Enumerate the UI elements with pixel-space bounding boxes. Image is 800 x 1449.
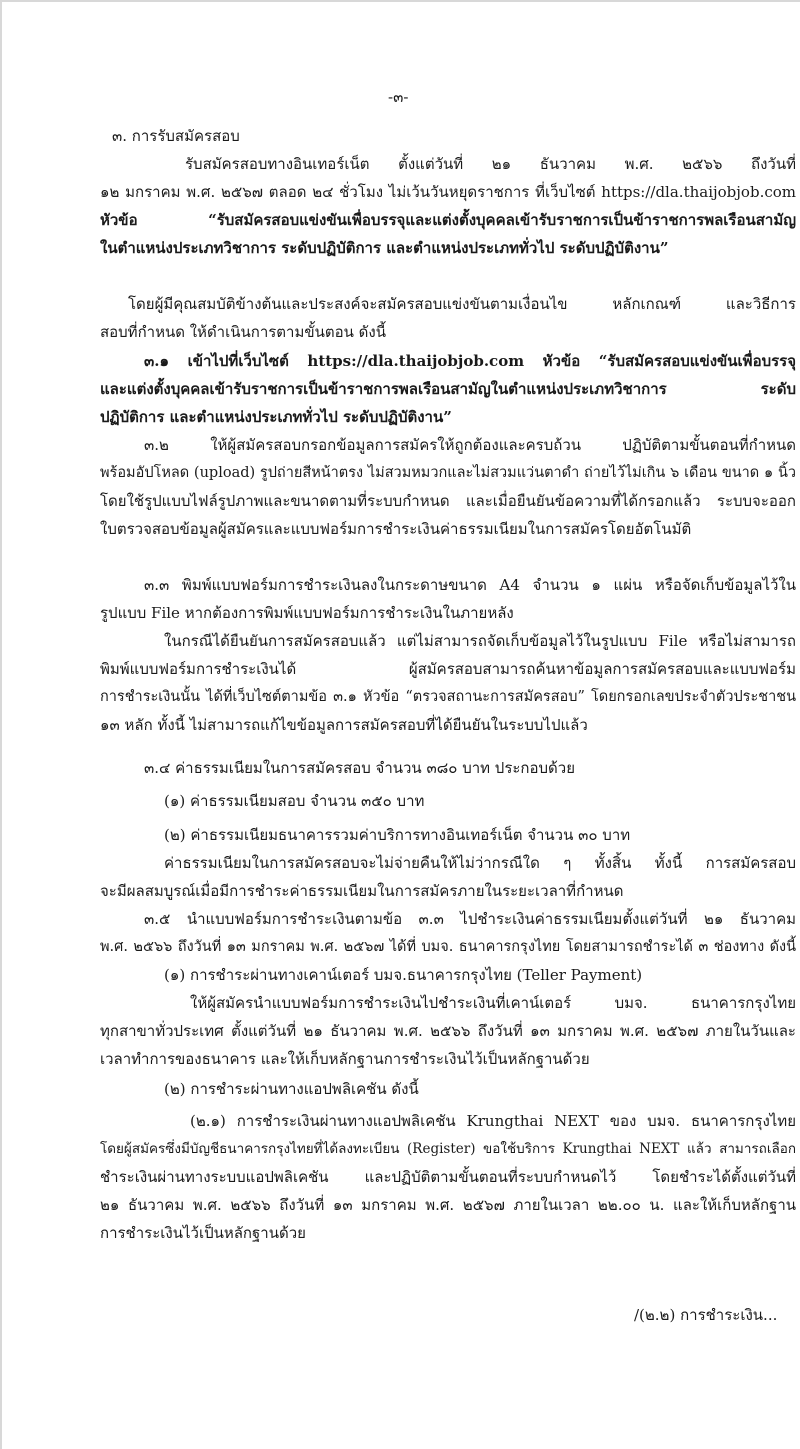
paragraph-line: โดยผู้สมัครซึ่งมีบัญชีธนาคารกรุงไทยที่ได้ลงทะเบียน (Register) ขอใช้บริการ Krungthai NEXT แล้ว สามารถเลือก — [100, 1141, 796, 1157]
paragraph-line: (๑) การชำระผ่านทางเคาน์เตอร์ บมจ.ธนาคารกรุงไทย (Teller Payment) — [164, 966, 643, 984]
paragraph-line: ๑๓ หลัก ทั้งนี้ ไม่สามารถแก้ไขข้อมูลการสมัครสอบที่ได้ยืนยันในระบบไปแล้ว — [100, 716, 588, 734]
paragraph-line: (๒) การชำระผ่านทางแอปพลิเคชัน ดังนี้ — [164, 1080, 419, 1098]
paragraph-line: รูปแบบ File หากต้องการพิมพ์แบบฟอร์มการชำระเงินในภายหลัง — [100, 604, 514, 622]
paragraph-line: ค่าธรรมเนียมในการสมัครสอบจะไม่จ่ายคืนให้ไม่ว่ากรณีใด ๆ ทั้งสิ้น ทั้งนี้ การสมัครสอบ — [164, 854, 796, 872]
paragraph-line: ๑๒ มกราคม พ.ศ. ๒๕๖๗ ตลอด ๒๔ ชั่วโมง ไม่เว้นวันหยุดราชการ ที่เว็บไซต์ https://dla.thaijobjob.com — [100, 183, 796, 201]
paragraph-line: การชำระเงินไว้เป็นหลักฐานด้วย — [100, 1224, 306, 1242]
paragraph-line: ใบตรวจสอบข้อมูลผู้สมัครและแบบฟอร์มการชำระเงินค่าธรรมเนียมในการสมัครโดยอัตโนมัติ — [100, 520, 692, 538]
paragraph-line: (๒.๑) การชำระเงินผ่านทางแอปพลิเคชัน Krungthai NEXT ของ บมจ. ธนาคารกรุงไทย — [190, 1112, 796, 1130]
paragraph-line: ในตำแหน่งประเภทวิชาการ ระดับปฏิบัติการ และตำแหน่งประเภททั่วไป ระดับปฏิบัติงาน” — [100, 239, 669, 257]
paragraph-line: ชำระเงินผ่านทางระบบแอปพลิเคชัน และปฏิบัติตามขั้นตอนที่ระบบกำหนดไว้ โดยชำระได้ตั้งแต่วันที่ — [100, 1168, 796, 1186]
paragraph-line: ๓.๓ พิมพ์แบบฟอร์มการชำระเงินลงในกระดาษขนาด A4 จำนวน ๑ แผ่น หรือจัดเก็บข้อมูลไว้ใน — [144, 576, 796, 594]
paragraph-line: รับสมัครสอบทางอินเทอร์เน็ต ตั้งแต่วันที่ ๒๑ ธันวาคม พ.ศ. ๒๕๖๖ ถึงวันที่ — [185, 155, 796, 173]
left-edge-shadow — [0, 0, 2, 1449]
paragraph-line: ปฏิบัติการ และตำแหน่งประเภททั่วไป ระดับปฏิบัติงาน” — [100, 408, 452, 426]
paragraph-line: พิมพ์แบบฟอร์มการชำระเงินได้ ผู้สมัครสอบสามารถค้นหาข้อมูลการสมัครสอบและแบบฟอร์ม — [100, 660, 796, 678]
paragraph-line: ๒๑ ธันวาคม พ.ศ. ๒๕๖๖ ถึงวันที่ ๑๓ มกราคม พ.ศ. ๒๕๖๗ ภายในเวลา ๒๒.๐๐ น. และให้เก็บหลักฐาน — [100, 1196, 796, 1214]
paragraph-line: (๑) ค่าธรรมเนียมสอบ จำนวน ๓๕๐ บาท — [164, 792, 425, 810]
top-edge-shadow — [0, 0, 800, 2]
paragraph-line: ๓.๒ ให้ผู้สมัครสอบกรอกข้อมูลการสมัครให้ถูกต้องและครบถ้วน ปฏิบัติตามขั้นตอนที่กำหนด — [144, 436, 796, 454]
section-heading: ๓. การรับสมัครสอบ — [112, 127, 240, 145]
page-number: -๓- — [388, 88, 409, 106]
paragraph-line: พ.ศ. ๒๕๖๖ ถึงวันที่ ๑๓ มกราคม พ.ศ. ๒๕๖๗ ได้ที่ บมจ. ธนาคารกรุงไทย โดยสามารถชำระได้ ๓ ช่องทาง ดังนี้ — [100, 939, 796, 955]
paragraph-line: ๓.๑ เข้าไปที่เว็บไซต์ https://dla.thaijobjob.com หัวข้อ “รับสมัครสอบแข่งขันเพื่อบรรจุ — [144, 352, 796, 370]
paragraph-line: (๒) ค่าธรรมเนียมธนาคารรวมค่าบริการทางอินเทอร์เน็ต จำนวน ๓๐ บาท — [164, 826, 631, 844]
paragraph-line: โดยใช้รูปแบบไฟล์รูปภาพและขนาดตามที่ระบบกำหนด และเมื่อยืนยันข้อความที่ได้กรอกแล้ว ระบบจะออก — [100, 492, 796, 510]
paragraph-line: พร้อมอัปโหลด (upload) รูปถ่ายสีหน้าตรง ไม่สวมหมวกและไม่สวมแว่นตาดำ ถ่ายไว้ไม่เกิน ๖ เดือน ขนาด ๑ นิ้ว — [100, 465, 796, 481]
paragraph-line: จะมีผลสมบูรณ์เมื่อมีการชำระค่าธรรมเนียมในการสมัครภายในระยะเวลาที่กำหนด — [100, 882, 624, 900]
paragraph-line: ๓.๕ นำแบบฟอร์มการชำระเงินตามข้อ ๓.๓ ไปชำระเงินค่าธรรมเนียมตั้งแต่วันที่ ๒๑ ธันวาคม — [144, 910, 796, 928]
paragraph-line: สอบที่กำหนด ให้ดำเนินการตามขั้นตอน ดังนี้ — [100, 323, 386, 341]
paragraph-line: เวลาทำการของธนาคาร และให้เก็บหลักฐานการชำระเงินไว้เป็นหลักฐานด้วย — [100, 1050, 590, 1068]
paragraph-line: โดยผู้มีคุณสมบัติข้างต้นและประสงค์จะสมัครสอบแข่งขันตามเงื่อนไข หลักเกณฑ์ และวิธีการ — [128, 295, 796, 313]
paragraph-line: การชำระเงินนั้น ได้ที่เว็บไซต์ตามข้อ ๓.๑ หัวข้อ “ตรวจสถานะการสมัครสอบ” โดยกรอกเลขประจำตัวประชาชน — [100, 689, 796, 705]
paragraph-line: หัวข้อ “รับสมัครสอบแข่งขันเพื่อบรรจุและแต่งตั้งบุคคลเข้ารับราชการเป็นข้าราชการพลเรือนสามัญ — [100, 211, 796, 229]
paragraph-line: ๓.๔ ค่าธรรมเนียมในการสมัครสอบ จำนวน ๓๘๐ บาท ประกอบด้วย — [144, 759, 576, 777]
paragraph-line: และแต่งตั้งบุคคลเข้ารับราชการเป็นข้าราชการพลเรือนสามัญในตำแหน่งประเภทวิชาการ ระดับ — [100, 380, 796, 398]
paragraph-line: ในกรณีได้ยืนยันการสมัครสอบแล้ว แต่ไม่สามารถจัดเก็บข้อมูลไว้ในรูปแบบ File หรือไม่สามารถ — [164, 632, 796, 650]
continuation-note: /(๒.๒) การชำระเงิน... — [634, 1306, 778, 1324]
paragraph-line: ทุกสาขาทั่วประเทศ ตั้งแต่วันที่ ๒๑ ธันวาคม พ.ศ. ๒๕๖๖ ถึงวันที่ ๑๓ มกราคม พ.ศ. ๒๕๖๗ ภายในวันและ — [100, 1022, 796, 1040]
paragraph-line: ให้ผู้สมัครนำแบบฟอร์มการชำระเงินไปชำระเงินที่เคาน์เตอร์ บมจ. ธนาคารกรุงไทย — [190, 994, 796, 1012]
